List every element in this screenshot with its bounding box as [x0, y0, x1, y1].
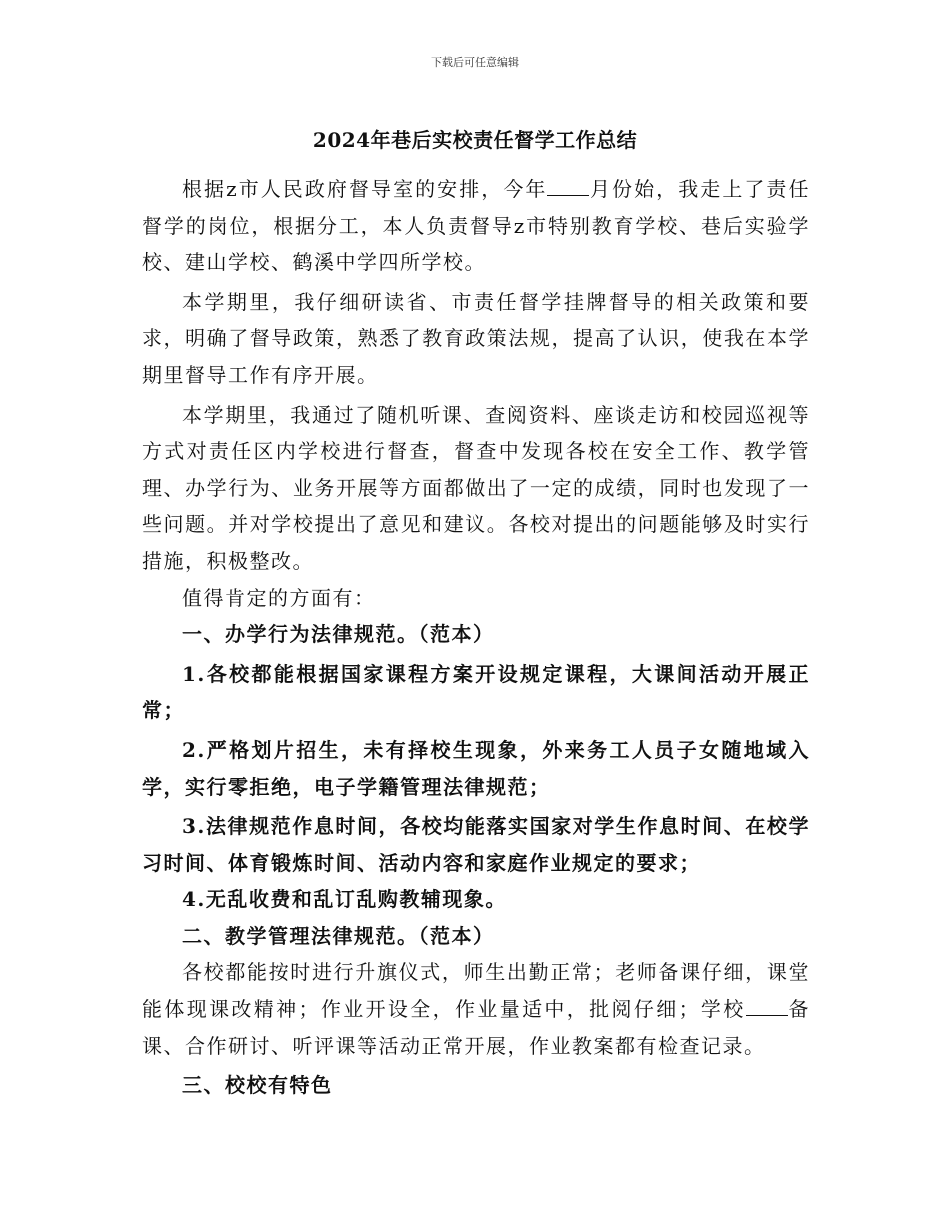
page-header-note: 下载后可任意编辑 [431, 56, 519, 69]
paragraph-positive-intro: 值得肯定的方面有： [182, 585, 376, 610]
list-item-3: 3.法律规范作息时间，各校均能落实国家对学生作息时间、在校学习时间、体育锻炼时间、活动内容和家庭作业规定的要求； [142, 814, 810, 875]
list-item-2: 2.严格划片招生，未有择校生现象，外来务工人员子女随地域入学，实行零拒绝，电子学籍管理法律规范； [142, 737, 810, 799]
paragraph-intro [142, 171, 810, 281]
fill-blank-school [746, 994, 788, 1016]
paragraph-teaching-end: 备课、合作研讨、听评课等活动正常开展，作业教案都有检查记录。 [142, 997, 811, 1058]
paragraph-inspection: 本学期里，我通过了随机听课、查阅资料、座谈走访和校园巡视等方式对责任区内学校进行督查，督查中发现各校在安全工作、教学管理、办学行为、业务开展等方面都做出了一定的成绩，同时也发现了一些问题。并对学校提出了意见和建议。各校对提出的问题能够及时实行措施，积极整改。 [142, 402, 810, 573]
document-title: 2024年巷后实校责任督学工作总结 [312, 128, 638, 152]
paragraph-intro-start: 根据z市人民政府督导室的安排，今年 [182, 177, 548, 201]
list-item-1: 1.各校都能根据国家课程方案开设规定课程，大课间活动开展正常； [142, 661, 810, 723]
document-body [142, 171, 810, 1104]
paragraph-teaching [142, 954, 810, 1064]
paragraph-teaching-start: 各校都能按时进行升旗仪式，师生出勤正常；老师备课仔细，课堂能体现课改精神；作业开设全，作业量适中，批阅仔细；学校 [142, 960, 810, 1022]
paragraph-intro-end: 月份始，我走上了责任督学的岗位，根据分工，本人负责督导z市特别教育学校、巷后实验学校、建山学校、鹤溪中学四所学校。 [142, 177, 810, 275]
fill-blank-month [547, 174, 589, 196]
section-heading-1: 一、办学行为法律规范。（范本） [182, 622, 495, 647]
list-item-4: 4.无乱收费和乱订乱购教辅现象。 [182, 887, 507, 912]
section-heading-3: 三、校校有特色 [182, 1073, 333, 1098]
section-heading-2: 二、教学管理法律规范。（范本） [182, 923, 495, 948]
paragraph-study: 本学期里，我仔细研读省、市责任督学挂牌督导的相关政策和要求，明确了督导政策，熟悉了教育政策法规，提高了认识，使我在本学期里督导工作有序开展。 [142, 289, 810, 387]
